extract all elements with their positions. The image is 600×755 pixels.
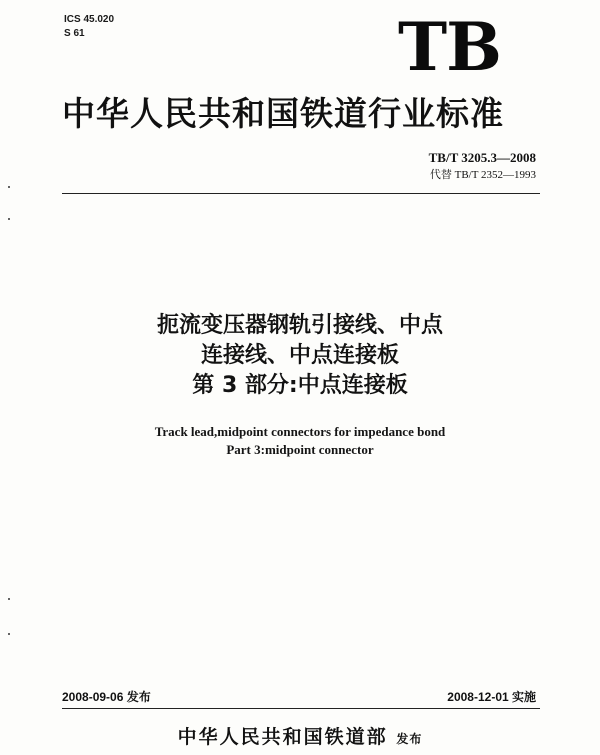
header-divider (62, 193, 540, 194)
title-zh-line-3: 第 3 部分:中点连接板 (192, 373, 408, 398)
footer-divider (62, 708, 540, 709)
publish-date: 2008-09-06 发布 (62, 690, 151, 704)
standard-number: TB/T 3205.3—2008 (428, 150, 536, 165)
issuer-suffix: 发布 (396, 732, 423, 746)
classification-code: S 61 (64, 28, 85, 39)
ics-code-block (64, 13, 114, 41)
scan-dot (8, 598, 10, 600)
standard-type-heading: 中华人民共和国铁道行业标准 (62, 94, 504, 133)
title-zh-line-2: 连接线、中点连接板 (200, 343, 399, 368)
title-en-line-2: Part 3:midpoint connector (226, 442, 374, 457)
issuer-line (0, 725, 600, 751)
scan-dot (8, 186, 10, 188)
tb-logo: TB (398, 8, 501, 86)
replaces-standard: 代替 TB/T 2352—1993 (429, 169, 536, 181)
title-en-line-1: Track lead,midpoint connectors for impedance bond (154, 424, 446, 439)
effective-date: 2008-12-01 实施 (447, 690, 536, 704)
scan-dot (8, 218, 10, 220)
scan-dot (8, 633, 10, 635)
issuer-name: 中华人民共和国铁道部 (177, 726, 388, 748)
ics-code: ICS 45.020 (64, 14, 115, 25)
title-zh-line-1: 扼流变压器钢轨引接线、中点 (156, 313, 443, 338)
